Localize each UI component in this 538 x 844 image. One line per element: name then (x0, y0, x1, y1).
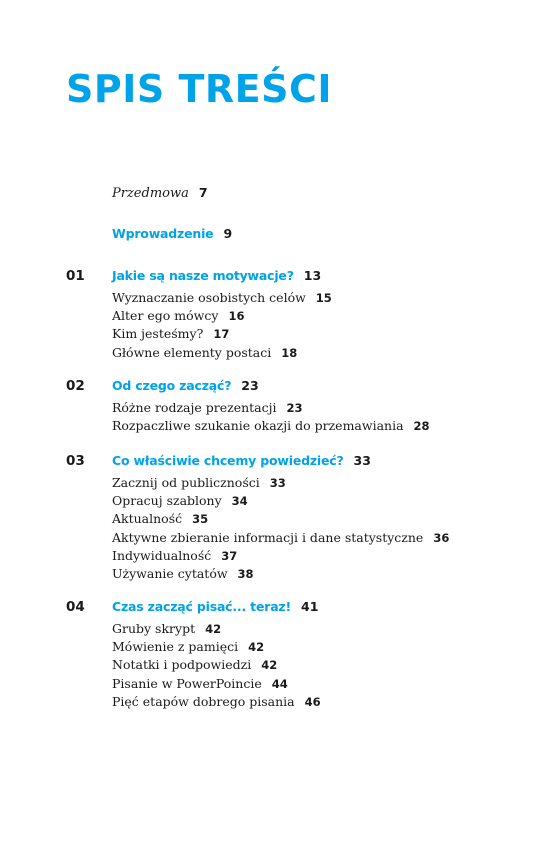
section-title: Główne elementy postaci (112, 344, 272, 360)
section-page: 23 (286, 401, 303, 415)
toc-section[interactable] (112, 474, 449, 492)
section-page: 38 (237, 566, 254, 581)
chapter-number: 01 (66, 268, 85, 284)
page-title: SPIS TREŚCI (66, 67, 332, 111)
toc-section[interactable] (112, 675, 321, 693)
section-page: 16 (228, 309, 245, 324)
chapter-02-sections (112, 399, 430, 435)
toc-entry-body (112, 377, 259, 396)
section-title: Pięć etapów dobrego pisania (112, 693, 295, 709)
toc-section[interactable] (112, 289, 332, 307)
chapter-page: 23 (241, 378, 259, 393)
chapter-title: Co właściwie chcemy powiedzieć? (112, 453, 344, 468)
toc-section[interactable] (112, 547, 449, 565)
toc-section[interactable] (112, 693, 321, 711)
section-page: 35 (192, 512, 209, 527)
section-title: Aktywne zbieranie informacji i dane statystyczne (112, 529, 424, 545)
intro-page: 9 (223, 226, 233, 241)
chapter-number: 03 (66, 453, 85, 469)
section-title: Rozpaczliwe szukanie okazji do przemawiania (112, 418, 404, 434)
chapter-01-sections (112, 289, 332, 362)
chapter-page: 41 (301, 599, 319, 614)
section-title: Zacznij od publiczności (112, 475, 260, 490)
toc-section[interactable] (112, 325, 332, 343)
chapter-03-sections (112, 474, 449, 583)
toc-section[interactable] (112, 510, 449, 528)
section-page: 15 (315, 291, 332, 305)
section-title: Aktualność (112, 511, 183, 527)
section-page: 17 (213, 327, 230, 342)
toc-section[interactable] (112, 529, 449, 547)
section-title: Gruby skrypt (112, 621, 196, 636)
chapter-page: 33 (353, 453, 371, 468)
intro-title: Wprowadzenie (112, 226, 214, 241)
section-title: Notatki i podpowiedzi (112, 657, 252, 673)
section-title: Indywidualność (112, 547, 212, 563)
toc-section[interactable] (112, 417, 430, 435)
preface-title: Przedmowa (112, 186, 189, 201)
section-page: 36 (433, 530, 450, 545)
toc-entry-body (112, 452, 371, 471)
section-page: 34 (231, 494, 248, 509)
chapter-title: Od czego zacząć? (112, 378, 232, 393)
section-title: Alter ego mówcy (112, 308, 219, 324)
toc-section[interactable] (112, 492, 449, 510)
section-page: 33 (269, 476, 286, 490)
section-page: 42 (248, 640, 265, 655)
section-title: Opracuj szablony (112, 493, 222, 509)
toc-entry-body (112, 598, 318, 617)
section-title: Kim jesteśmy? (112, 326, 204, 342)
chapter-04-sections (112, 620, 321, 711)
section-page: 44 (271, 676, 288, 691)
chapter-number: 04 (66, 599, 85, 615)
section-title: Wyznaczanie osobistych celów (112, 290, 306, 305)
preface-page: 7 (198, 185, 208, 200)
toc-entry-body (112, 225, 232, 244)
section-page: 46 (304, 694, 321, 709)
toc-section[interactable] (112, 638, 321, 656)
chapter-title: Jakie są nasze motywacje? (112, 268, 294, 283)
section-page: 42 (261, 658, 278, 673)
toc-section[interactable] (112, 344, 332, 362)
section-page: 18 (281, 345, 298, 360)
chapter-number: 02 (66, 378, 85, 394)
section-page: 28 (413, 419, 430, 434)
chapter-title: Czas zacząć pisać... teraz! (112, 599, 292, 614)
section-title: Różne rodzaje prezentacji (112, 400, 277, 415)
toc-entry-body (112, 184, 208, 203)
section-page: 37 (221, 548, 238, 563)
toc-section[interactable] (112, 307, 332, 325)
chapter-page: 13 (303, 268, 322, 283)
toc-entry-body (112, 267, 321, 286)
section-title: Pisanie w PowerPoincie (112, 675, 262, 691)
section-page: 42 (205, 622, 222, 636)
section-title: Używanie cytatów (112, 565, 228, 581)
toc-section[interactable] (112, 620, 321, 638)
toc-section[interactable] (112, 399, 430, 417)
toc-section[interactable] (112, 656, 321, 674)
toc-section[interactable] (112, 565, 449, 583)
section-title: Mówienie z pamięci (112, 639, 239, 655)
